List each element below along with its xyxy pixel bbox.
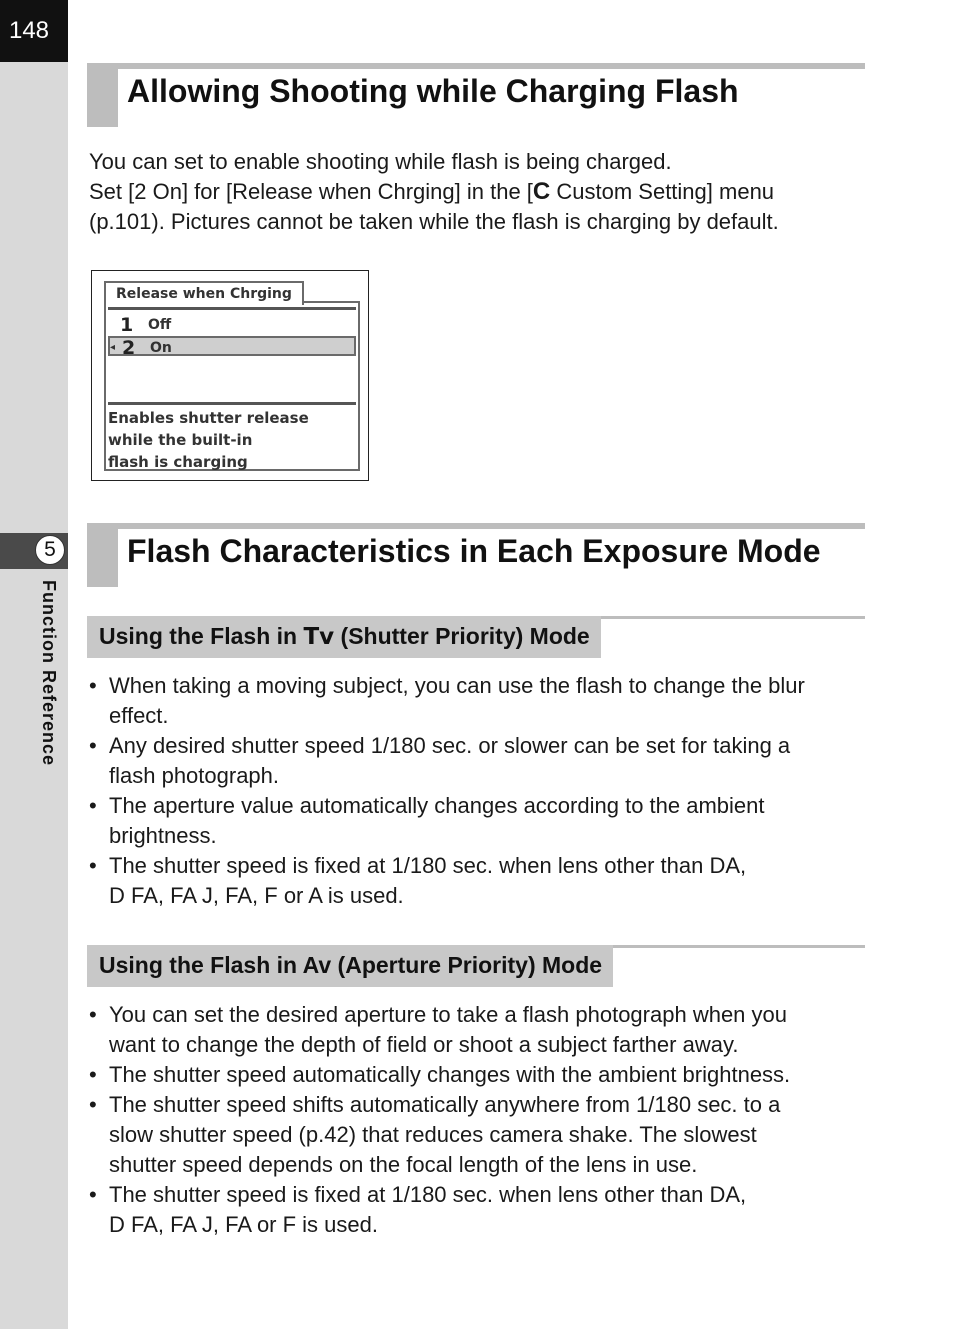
heading-top-bar [87, 63, 865, 69]
bullet-line: The aperture value automatically changes according to the ambient [109, 793, 765, 818]
bullet-line: The shutter speed automatically changes with the ambient brightness. [109, 1062, 791, 1087]
option-label: Off [148, 317, 172, 333]
bullet-icon: • [89, 673, 97, 698]
menu-mid-rule [108, 402, 356, 405]
intro-line-2 [89, 177, 774, 207]
list-item [89, 1060, 865, 1090]
tv-mode-icon: Tv [303, 624, 335, 650]
bullet-icon: • [89, 1002, 97, 1027]
section-heading-charging-flash [87, 63, 865, 127]
bullet-line: want to change the depth of field or shoot a subject farther away. [109, 1032, 739, 1057]
bullet-icon: • [89, 733, 97, 758]
intro-line-2-rest: Custom Setting] menu [550, 179, 775, 204]
bullet-line: The shutter speed is fixed at 1/180 sec. when lens other than DA, [109, 853, 747, 878]
intro-line-1: You can set to enable shooting while flash is being charged. [89, 149, 672, 174]
bullet-line: D FA, FA J, FA, F or A is used. [109, 883, 404, 908]
bullet-line: effect. [109, 703, 169, 728]
list-item [89, 851, 865, 911]
menu-panel [104, 301, 360, 471]
option-number: 2 [122, 337, 136, 359]
selection-arrow-icon: ◂ [110, 342, 116, 353]
menu-description-line: Enables shutter release [108, 409, 309, 427]
bullet-icon: • [89, 793, 97, 818]
list-item [89, 671, 865, 731]
option-label: On [150, 340, 172, 356]
list-item [89, 791, 865, 851]
intro-line-2-text: Set [2 On] for [Release when Chrging] in the [ [89, 179, 533, 204]
subheading-tv-mode [87, 616, 865, 658]
section-title: Flash Characteristics in Each Exposure Mode [127, 533, 821, 569]
menu-option-on-selected[interactable] [108, 336, 356, 359]
list-item [89, 731, 865, 791]
bullet-line: When taking a moving subject, you can use the flash to change the blur [109, 673, 805, 698]
subheading-av-mode [87, 945, 865, 987]
bullet-line: D FA, FA J, FA or F is used. [109, 1212, 378, 1237]
heading-left-bar [87, 63, 118, 127]
bullet-icon: • [89, 853, 97, 878]
bullet-line: shutter speed depends on the focal length of the lens in use. [109, 1152, 698, 1177]
list-item [89, 1180, 865, 1240]
subheading-box: Using the Flash in Av (Aperture Priority) Mode [87, 945, 613, 987]
bullet-line: The shutter speed is fixed at 1/180 sec. when lens other than DA, [109, 1182, 747, 1207]
bullet-line: You can set the desired aperture to take a flash photograph when you [109, 1002, 787, 1027]
section-heading-exposure-modes [87, 523, 865, 587]
bullet-line: The shutter speed shifts automatically anywhere from 1/180 sec. to a [109, 1092, 781, 1117]
list-item [89, 1000, 865, 1060]
heading-left-bar [87, 523, 118, 587]
menu-screen-illustration [91, 270, 369, 481]
heading-top-bar [87, 523, 865, 529]
tv-bullet-list [89, 671, 865, 911]
page-number: 148 [0, 0, 68, 62]
chapter-number: 5 [35, 535, 65, 565]
bullet-icon: • [89, 1092, 97, 1117]
menu-option-off[interactable] [108, 315, 356, 335]
menu-description-line: flash is charging [108, 453, 248, 471]
bullet-line: Any desired shutter speed 1/180 sec. or slower can be set for taking a [109, 733, 791, 758]
list-item [89, 1090, 865, 1180]
option-number: 1 [120, 314, 134, 336]
subheading-text-post: (Shutter Priority) Mode [334, 623, 590, 649]
menu-top-rule [108, 307, 356, 310]
bullet-line: brightness. [109, 823, 217, 848]
subheading-text-pre: Using the Flash in [99, 623, 304, 649]
bullet-line: flash photograph. [109, 763, 280, 788]
intro-line-3: (p.101). Pictures cannot be taken while the flash is charging by default. [89, 209, 779, 234]
av-bullet-list [89, 1000, 865, 1240]
bullet-icon: • [89, 1182, 97, 1207]
bullet-line: slow shutter speed (p.42) that reduces camera shake. The slowest [109, 1122, 757, 1147]
bullet-icon: • [89, 1062, 97, 1087]
section-title: Allowing Shooting while Charging Flash [127, 73, 739, 109]
chapter-label: Function Reference [39, 580, 59, 767]
custom-setting-icon: C [532, 178, 551, 205]
menu-tab-title: Release when Chrging [104, 281, 304, 305]
subheading-box [87, 616, 601, 658]
menu-description-line: while the built-in [108, 431, 253, 449]
